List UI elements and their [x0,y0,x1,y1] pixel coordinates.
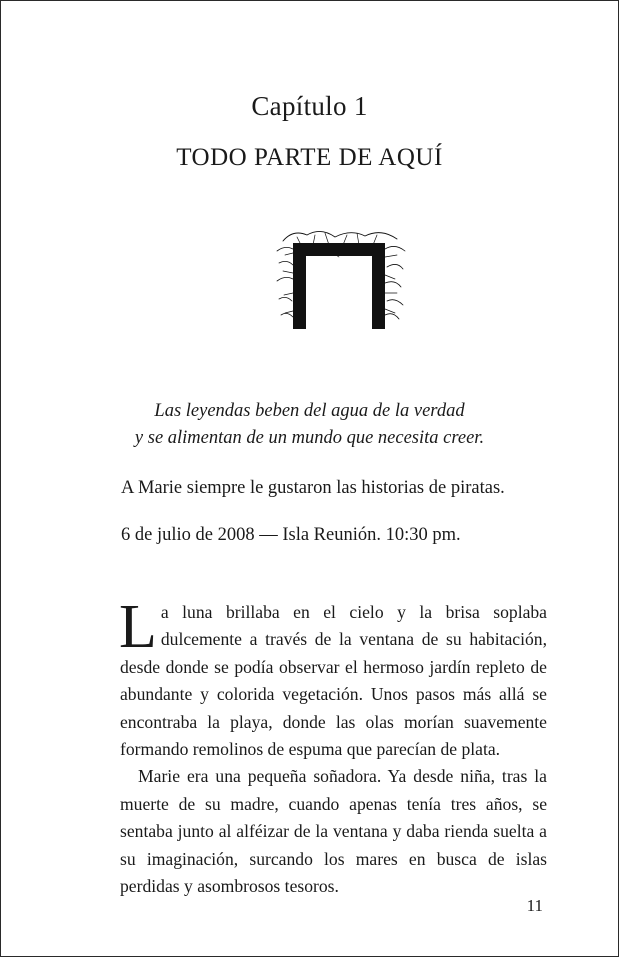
drop-cap: L [119,593,157,661]
paragraph-2: Marie era una pequeña soñadora. Ya desde niña, tras la muerte de su madre, cuando apenas tenía tres años, se sentaba junto al alféizar de la ventana y daba rienda suelta a su imaginación, surcando los mares en busca de islas perdidas y asombrosos tesoros. [120,766,547,897]
epigraph-line-2: y se alimentan de un mundo que necesita creer. [134,428,485,448]
chapter-number: Capítulo 1 [251,91,368,121]
dateline: 6 de julio de 2008 — Isla Reunión. 10:30 pm. [121,525,461,545]
thorny-arch-icon [273,223,408,335]
body-text [119,593,547,900]
intro-line: A Marie siempre le gustaron las historias de piratas. [121,478,505,498]
epigraph [1,398,618,452]
page-number: 11 [526,896,543,915]
chapter-title: TODO PARTE DE AQUÍ [176,144,443,171]
paragraph-1 [119,593,547,763]
epigraph-line-1: Las leyendas beben del agua de la verdad [154,401,465,421]
paragraph-1-text: a luna brillaba en el cielo y la brisa soplaba dulcemente a través de la ventana de su habitación, desde donde se podía observar el hermoso jardín repleto de abundante y colorida vegetación. Unos pasos más allá se encontraba la playa, donde las olas morían suavemente formando remolinos de espuma que parecían de plata. [120,602,547,760]
